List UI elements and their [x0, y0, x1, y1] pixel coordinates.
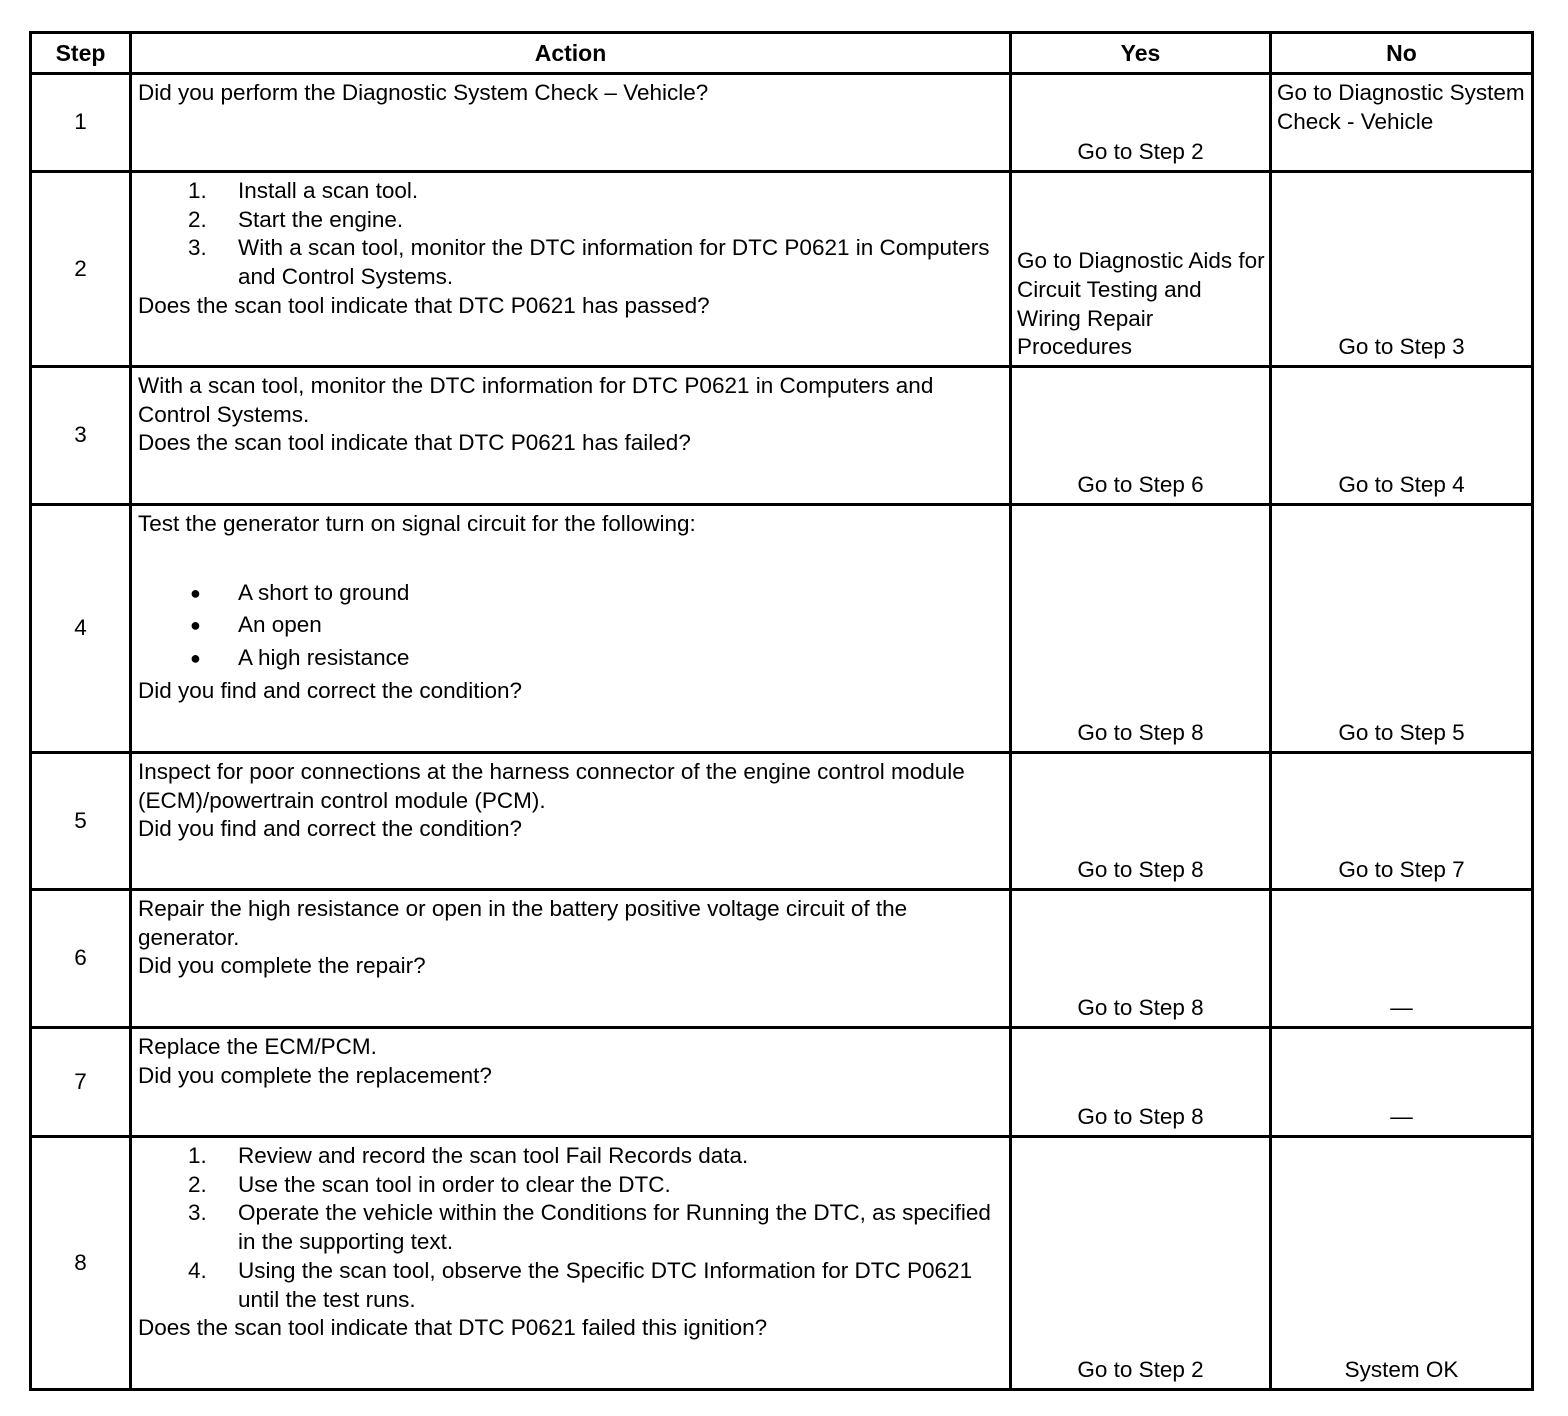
list-item-text: Start the engine.	[238, 206, 404, 232]
action-instructions	[138, 79, 1003, 108]
action-text: Replace the ECM/PCM.	[138, 1034, 377, 1059]
list-item-text: With a scan tool, monitor the DTC information for DTC P0621 in Computers and Control Systems.	[238, 235, 990, 290]
list-item	[138, 177, 1003, 206]
no-result: Go to Diagnostic System Check - Vehicle	[1271, 74, 1533, 172]
step-number: 4	[31, 505, 131, 753]
action-text: Did you perform the Diagnostic System Check – Vehicle?	[138, 80, 709, 105]
no-result: Go to Step 3	[1271, 172, 1533, 367]
yes-result: Go to Step 8	[1011, 505, 1271, 753]
yes-result: Go to Step 8	[1011, 1028, 1271, 1137]
yes-result: Go to Step 2	[1011, 1137, 1271, 1390]
action-question: Did you complete the replacement?	[138, 1062, 492, 1088]
bullet-list	[138, 579, 1003, 673]
table-row	[31, 890, 1533, 1028]
action-question: Does the scan tool indicate that DTC P0621 has failed?	[138, 430, 691, 456]
no-result: System OK	[1271, 1137, 1533, 1390]
list-number: 1.	[188, 1143, 207, 1168]
list-item-text: Review and record the scan tool Fail Records data.	[238, 1143, 749, 1168]
yes-result: Go to Step 8	[1011, 753, 1271, 890]
step-number: 1	[31, 74, 131, 172]
action-text: With a scan tool, monitor the DTC information for DTC P0621 in Computers and Control Systems.	[138, 373, 934, 427]
table-row	[31, 505, 1533, 753]
list-item	[138, 234, 1003, 291]
action-instructions	[138, 758, 1003, 815]
action-cell	[131, 505, 1011, 753]
bullet-marker: ●	[190, 582, 201, 603]
no-result: Go to Step 7	[1271, 753, 1533, 890]
yes-result: Go to Diagnostic Aids for Circuit Testing and Wiring Repair Procedures	[1011, 172, 1271, 367]
list-number: 4.	[188, 1257, 207, 1283]
numbered-list	[138, 177, 1003, 292]
step-number: 7	[31, 1028, 131, 1137]
list-item	[138, 611, 1003, 640]
no-result: Go to Step 5	[1271, 505, 1533, 753]
no-result: —	[1271, 890, 1533, 1028]
action-question: Did you find and correct the condition?	[138, 816, 522, 842]
header-no: No	[1271, 33, 1533, 74]
table-row	[31, 1137, 1533, 1390]
action-content	[138, 1033, 1003, 1090]
step-number: 8	[31, 1137, 131, 1390]
action-text: Test the generator turn on signal circuit for the following:	[138, 511, 696, 536]
list-item-text: An open	[238, 612, 322, 638]
action-cell	[131, 367, 1011, 505]
action-content	[138, 177, 1003, 321]
step-number: 6	[31, 890, 131, 1028]
action-instructions	[138, 895, 1003, 952]
header-action: Action	[131, 33, 1011, 74]
step-number: 5	[31, 753, 131, 890]
action-cell	[131, 172, 1011, 367]
action-content	[138, 1142, 1003, 1343]
no-result: —	[1271, 1028, 1533, 1137]
action-content	[138, 79, 1003, 108]
action-question: Did you find and correct the condition?	[138, 677, 522, 703]
yes-result: Go to Step 8	[1011, 890, 1271, 1028]
list-item	[138, 1257, 1003, 1314]
no-result: Go to Step 4	[1271, 367, 1533, 505]
header-row	[31, 33, 1533, 74]
list-item	[138, 206, 1003, 235]
action-cell	[131, 1028, 1011, 1137]
action-text: Inspect for poor connections at the harness connector of the engine control module (ECM)/powertrain control module (PCM).	[138, 759, 965, 813]
list-item	[138, 579, 1003, 608]
action-content	[138, 895, 1003, 981]
list-item-text: A short to ground	[238, 579, 410, 605]
list-item-text: A high resistance	[238, 645, 410, 671]
table-row	[31, 172, 1533, 367]
action-text: Repair the high resistance or open in the battery positive voltage circuit of the generator.	[138, 896, 908, 950]
list-number: 1.	[188, 178, 207, 203]
action-instructions	[138, 372, 1003, 429]
yes-result: Go to Step 6	[1011, 367, 1271, 505]
action-content	[138, 758, 1003, 844]
action-instructions	[138, 510, 1003, 677]
list-number: 2.	[188, 1171, 207, 1197]
list-item	[138, 1171, 1003, 1200]
table-row	[31, 753, 1533, 890]
action-instructions	[138, 1033, 1003, 1062]
list-item-text: Use the scan tool in order to clear the DTC.	[238, 1171, 671, 1197]
list-number: 3.	[188, 1200, 207, 1226]
table-row	[31, 74, 1533, 172]
table-row	[31, 1028, 1533, 1137]
action-cell	[131, 753, 1011, 890]
bullet-marker: ●	[190, 648, 201, 669]
step-number: 3	[31, 367, 131, 505]
action-question: Does the scan tool indicate that DTC P0621 failed this ignition?	[138, 1315, 768, 1341]
table-row	[31, 367, 1533, 505]
list-item-text: Using the scan tool, observe the Specific DTC Information for DTC P0621 until the test runs.	[238, 1257, 973, 1312]
action-question: Did you complete the repair?	[138, 953, 426, 979]
list-number: 2.	[188, 206, 207, 232]
action-content	[138, 510, 1003, 706]
list-item	[138, 644, 1003, 673]
numbered-list	[138, 1142, 1003, 1314]
action-cell	[131, 74, 1011, 172]
header-step: Step	[31, 33, 131, 74]
step-number: 2	[31, 172, 131, 367]
list-item-text: Operate the vehicle within the Conditions for Running the DTC, as specified in the supporting text.	[238, 1200, 991, 1255]
list-number: 3.	[188, 235, 207, 261]
diagnostic-table	[29, 31, 1534, 1391]
action-question: Does the scan tool indicate that DTC P0621 has passed?	[138, 292, 710, 318]
yes-result: Go to Step 2	[1011, 74, 1271, 172]
list-item	[138, 1142, 1003, 1171]
list-item	[138, 1199, 1003, 1256]
action-content	[138, 372, 1003, 458]
action-cell	[131, 1137, 1011, 1390]
bullet-marker: ●	[190, 615, 201, 636]
action-cell	[131, 890, 1011, 1028]
header-yes: Yes	[1011, 33, 1271, 74]
action-instructions	[138, 1142, 1003, 1314]
list-item-text: Install a scan tool.	[238, 178, 419, 203]
action-instructions	[138, 177, 1003, 292]
